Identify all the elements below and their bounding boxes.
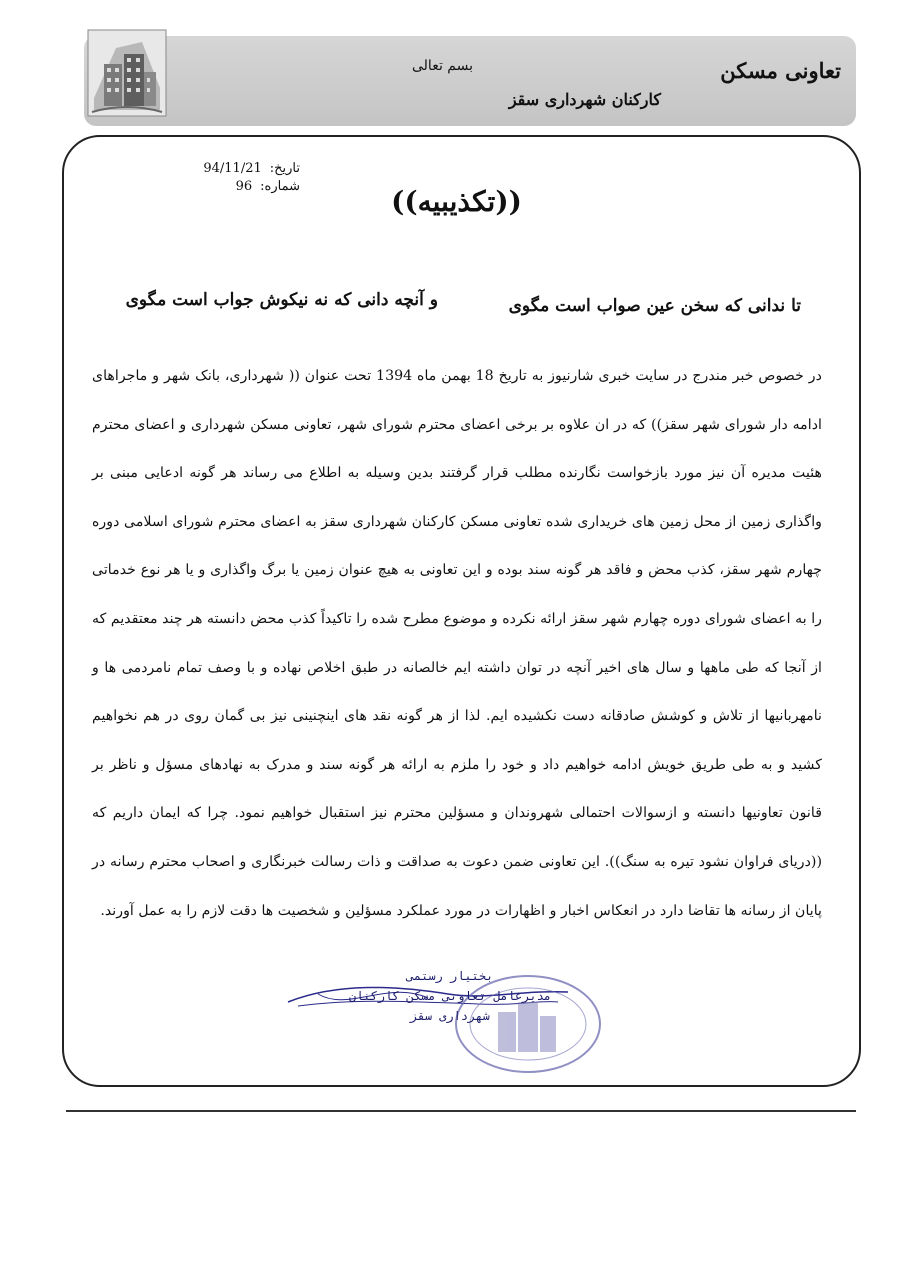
body-paragraph: در خصوص خبر مندرج در سایت خبری شارنیوز به تاریخ 18 بهمن ماه 1394 تحت عنوان (( شهرداری، بانک شهر و ماجراهای ادامه دار شورای شهر سقز)) که در ان علاوه بر برخی اعضای محترم شورای شهر، تعاونی مسکن شهرداری و اعضای محترم هئیت مدیره آن نیز مورد بازخواست نگارنده مطلب قرار گرفتند بدین وسیله به اطلاع می رساند هر گونه ادعایی مبنی بر واگذاری زمین از محل زمین های خریداری شده تعاونی مسکن کارکنان شهرداری سقز به اعضای محترم شورای اسلامی دوره چهارم شهر سقز، کذب محض و فاقد هر گونه سند بوده و این تعاونی به هیچ عنوان زمین یا برگ واگذاری و یا هر نوع خدماتی را به اعضای شورای دوره چهارم شهر سقز ارائه نکرده و موضوع مطرح شده را تاکیداً کذب محض دانسته هر چند معتقدیم که از آنجا که طی ماهها و سال های اخیر آنچه در توان داشته ایم خالصانه در طبق اخلاص نهاده و با وصف تمام نامردمی ها و نامهربانیها از تلاش و کوشش صادقانه دست نکشیده ایم. لذا از هر گونه نقد های اینچنینی نیز بی گمان روی در هم نخواهیم کشید و به طی طریق خویش ادامه خواهیم داد و خود را ملزم به ارائه هر گونه سند و مدرک به نهادهای مسؤل و ناظر بر قانون تعاونیها دانسته و ازسوالات احتمالی شهروندان و مسؤلین محترم نیز استقبال خواهیم نمود. چرا که ایمان داریم که ((دریای فراوان نشود تیره به سنگ)). این تعاونی ضمن دعوت به صداقت و ذات رسالت خبرنگاری و اصحاب محترم رسانه در پایان از رسانه ها تقاضا دارد در انعکاس اخبار و اظهارات در مورد عملکرد مسؤلین و شخصیت ها دقت لازم را به عمل آورند. — [92, 368, 822, 919]
signatory-org: شهرداری سقز — [410, 1009, 490, 1023]
signatory-name: بختیار رستمی — [406, 969, 494, 983]
signatory-role: مدیرعامل تعاونی مسکن کارکنان — [348, 989, 552, 1003]
signature-block — [330, 966, 570, 1026]
coop-subtitle: کارکنان شهرداری سقز — [508, 90, 661, 109]
date-label: تاریخ: — [269, 161, 300, 176]
poem-line-2: و آنچه دانی که نه نیکوش جواب است مگوی — [125, 290, 438, 310]
number-value: 96 — [235, 179, 253, 194]
poem-line-1: تا ندانی که سخن عین صواب است مگوی — [508, 296, 801, 316]
date-value: 94/11/21 — [203, 161, 262, 176]
footer-rule — [66, 1110, 856, 1112]
coop-name: تعاونی مسکن — [720, 58, 841, 83]
number-label: شماره: — [260, 179, 300, 194]
date-row — [180, 160, 300, 178]
bismillah: بسم تعالی — [412, 58, 474, 74]
building-logo-icon — [86, 28, 168, 118]
letter-body — [92, 352, 822, 935]
document-title: ((تکذیبیه)) — [391, 185, 522, 218]
